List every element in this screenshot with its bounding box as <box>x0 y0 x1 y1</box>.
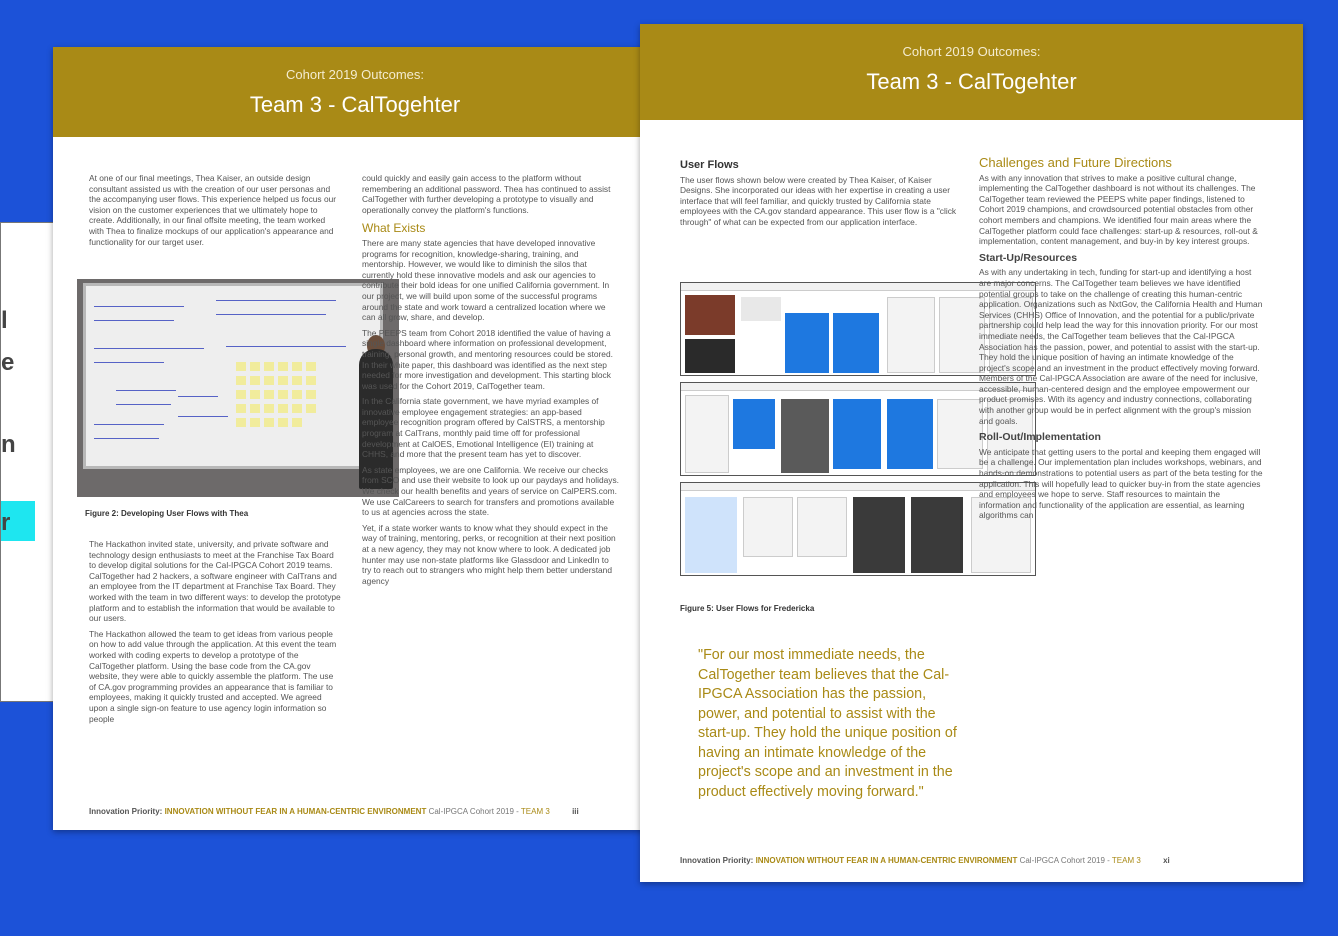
page-banner <box>640 24 1303 120</box>
slide-text-fragment: l <box>1 307 8 334</box>
section-heading-what-exists: What Exists <box>362 221 426 236</box>
section-heading-rollout: Roll-Out/Implementation <box>979 431 1101 444</box>
footer-team: TEAM 3 <box>1111 856 1141 865</box>
slide-highlight: r <box>1 501 35 541</box>
banner-title: Team 3 - CalTogehter <box>866 69 1077 94</box>
footer-cohort: Cal-IPGCA Cohort 2019 - <box>1019 856 1110 865</box>
page-footer <box>680 856 1170 865</box>
banner-kicker: Cohort 2019 Outcomes: <box>902 44 1041 59</box>
photo-whiteboard <box>77 279 399 497</box>
whiteboard <box>83 283 383 469</box>
footer-label: Innovation Priority: <box>680 856 754 865</box>
right-column <box>362 173 620 591</box>
footer-label: Innovation Priority: <box>89 807 163 816</box>
paragraph: At one of our final meetings, Thea Kaiser, an outside design consultant assisted us with the creation of our user personas and the accompanying user flows. This experience helped us focus our vision on the customer experiences that we ultimately hope to create. Additionally, in our final offsite meeting, the team worked with Thea to finalize mockups of our application's appearance and functionality for our target user. <box>89 173 337 247</box>
left-column-bottom <box>89 539 341 729</box>
paragraph: The Hackathon allowed the team to get ideas from various people on how to add value through the application. At this event the team worked with coding experts to develop a prototype of the CalTogether platform. Using the base code from the CA.gov website, they were able to quickly assemble the platform. The use of CA.gov programming provides an appearance that is familiar to employees, making it quickly trusted and accepted. We agreed upon a single sign-on feature to use agency login information so people <box>89 628 337 724</box>
document-page-left <box>53 47 657 830</box>
paragraph: The Hackathon invited state, university, and private software and technology design enthusiasts to meet at the Franchise Tax Board to develop digital solutions for the Cal-IPGCA Cohort 2019 teams. CalTogether had 2 hackers, a software engineer with CalTrans and an employee from the IT department at Franchise Tax Board. They worked with the team in two different ways: to develop the prototype platform and to establish the information that would be available to our users. <box>89 539 341 624</box>
paragraph: As with any innovation that strives to make a positive cultural change, implementing the CalTogether dashboard is not without its challenges. The CalTogether team reviewed the PEEPS white paper findings, listened to Cohort 2019 champions, and crowdsourced potential obstacles from other cohort members and champions. We identified four main areas where the CalTogether platform could face challenges: start-up & resources, roll-out & implementation, content management, and buy-in by key interest groups. <box>979 172 1258 247</box>
banner-title: Team 3 - CalTogehter <box>249 92 461 117</box>
page-number: iii <box>572 807 579 816</box>
slide-text-fragment: n <box>1 431 16 458</box>
pull-quote: "For our most immediate needs, the CalTogether team believes that the Cal-IPGCA Association has the passion, power, and potential to assist with the start-up. They hold the unique position of having an intimate knowledge of the project's scope and an investment in the product effectively moving forward." <box>698 647 957 800</box>
figure-caption: Figure 2: Developing User Flows with Thea <box>85 509 249 518</box>
left-column-top <box>89 173 341 252</box>
section-heading-startup: Start-Up/Resources <box>979 251 1078 264</box>
paragraph: could quickly and easily gain access to the platform without remembering an additional password. Thea has continued to assist CalTogether with further developing a prototype to visually and operationally convey the platform's functions. <box>362 173 611 215</box>
paragraph: The user flows shown below were created by Thea Kaiser, of Kaiser Designs. She incorporated our ideas with her expertise in creating a user interface that will feel familiar, and quickly trusted by California state employees with the CA.gov standard appearance. This user flow is a "click through" of what can be expected from our application interface. <box>680 174 957 227</box>
section-heading-user-flows: User Flows <box>680 159 739 171</box>
paragraph: We anticipate that getting users to the portal and keeping them engaged will be a challenge. Our implementation plan includes workshops, webinars, and hands-on demonstrations to potential users as part of the beta testing for the application. This will hopefully lead to quicker buy-in from the state agencies and employees we hope to serve. Staff resources to maintain the information and functionality of the application are essential, as learning algorithms can <box>979 446 1263 521</box>
user-flows-block <box>680 160 966 233</box>
page-footer <box>89 807 579 816</box>
paragraph: In the California state government, we have myriad examples of innovative employee engagement strategies: an app-based employee recognition program offered by CalSTRS, a mentorship program at CalTrans, monthly paid time off for professional development at CalOES, Emotional Intelligence (EI) training at CHHS, and more that the present team has yet to discover. <box>362 396 605 460</box>
paragraph: As state employees, we are one California. We receive our checks from SCO and use their website to look up our paydays and holidays. We check our health benefits and years of service on CalPERS.com. We use CalCareers to search for transfers and promotions available to us at agencies across the state. <box>362 464 619 518</box>
paragraph: As with any undertaking in tech, funding for start-up and identifying a host are major concerns. The CalTogether team believes we have identified potential groups to take on the challenge of creating this human-centric application. Organizations such as NxtGov, the California Health and Human Services (CHHS) Office of Innovation, and the potential for a public/private partnership could help lead the way for this innovation priority. For our most immediate needs, the CalTogether team believes that the Cal-IPGCA Association has the passion, power, and potential to assist with the start-up. They hold the unique position of having an intimate knowledge of the project's scope and an investment in the product effectively moving forward. Members of the Cal-IPGCA Association are aware of the need for inclusive, accessible, human-centered design and the employee empowerment our product promises. With its agency and industry connections, collaborating with another group would be in perfect alignment with the group's mission and goals. <box>979 267 1263 426</box>
paragraph: The PEEPS team from Cohort 2018 identified the value of having a single dashboard where information on professional development, training, personal growth, and mentoring resources could be stored. In their white paper, this dashboard was identified as the next step needed for more investigation and development. This starting block was used for the Cohort 2019, CalTogether team. <box>362 327 613 391</box>
footer-priority: INNOVATION WITHOUT FEAR IN A HUMAN-CENTRIC ENVIRONMENT <box>755 856 1018 865</box>
footer-cohort: Cal-IPGCA Cohort 2019 - <box>428 807 519 816</box>
banner-kicker: Cohort 2019 Outcomes: <box>285 67 425 82</box>
page-number: xi <box>1163 856 1170 865</box>
footer-team: TEAM 3 <box>520 807 550 816</box>
slide-text-fragment: e <box>1 349 15 376</box>
page-banner <box>53 47 657 137</box>
figure-caption: Figure 5: User Flows for Fredericka <box>680 604 815 613</box>
paragraph: There are many state agencies that have developed innovative programs for recognition, knowledge-sharing, training, and mentorship. However, we would like to diminish the silos that currently hold these innovative models and ask our agencies to contribute their bold ideas for one unified California government. In our project, we will build upon some of the successful programs around the state and work toward a centralized location where we can all grow, share, and develop. <box>362 237 610 323</box>
section-heading-challenges: Challenges and Future Directions <box>979 155 1172 170</box>
paragraph: Yet, if a state worker wants to know what they should expect in the way of training, mentoring, perks, or recognition at their next position at a new agency, they may not know where to look. A dedicated job hunter may use non-state platforms like Glassdoor and LinkedIn to try to reach out to strangers who might help them better understand agency <box>362 522 616 586</box>
footer-priority: INNOVATION WITHOUT FEAR IN A HUMAN-CENTRIC ENVIRONMENT <box>164 807 427 816</box>
challenges-column <box>979 155 1263 526</box>
document-page-right <box>640 24 1303 882</box>
